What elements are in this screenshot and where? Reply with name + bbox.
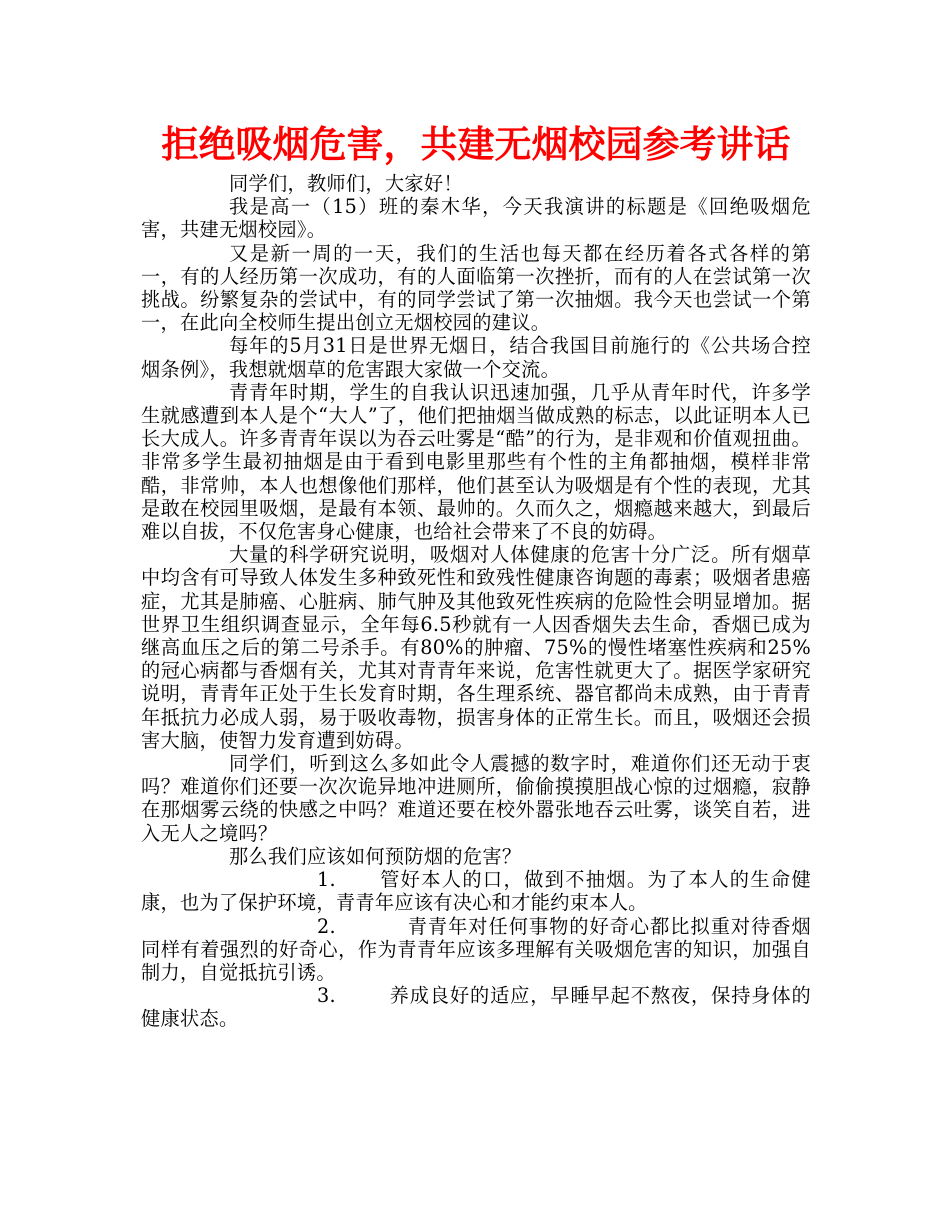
item-text: 管好本人的口，做到不抽烟。为了本人的生命健康，也为了保护环境，青青年应该有决心和才能约束本人。 bbox=[141, 868, 811, 915]
paragraph-appeal: 同学们，听到这么多如此令人震撼的数字时，难道你们还无动于衷吗？难道你们还要一次次诡异地冲进厕所，偷偷摸摸胆战心惊的过烟瘾，寂静在那烟雾云绕的快感之中吗？难道还要在校外嚣张地吞云吐雾，谈笑自若，进入无人之境吗？ bbox=[141, 752, 811, 845]
item-number: 2. bbox=[317, 914, 336, 938]
document-body bbox=[141, 172, 811, 1031]
item-number: 1. bbox=[317, 868, 336, 892]
numbered-item-3 bbox=[141, 984, 811, 1030]
document-title: 拒绝吸烟危害，共建无烟校园参考讲话 bbox=[161, 123, 791, 166]
item-text: 养成良好的适应，早睡早起不熬夜，保持身体的健康状态。 bbox=[141, 984, 811, 1031]
paragraph-greeting: 同学们，教师们，大家好！ bbox=[229, 172, 463, 195]
numbered-item-2 bbox=[141, 915, 811, 985]
document-page bbox=[141, 118, 811, 1031]
paragraph-first-attempts: 又是新一周的一天，我们的生活也每天都在经历着各式各样的第一，有的人经历第一次成功，有的人面临第一次挫折，而有的人在尝试第一次挑战。纷繁复杂的尝试中，有的同学尝试了第一次抽烟。我今天也尝试一个第一，在此向全校师生提出创立无烟校园的建议。 bbox=[141, 241, 811, 335]
paragraph-research: 大量的科学研究说明，吸烟对人体健康的危害十分广泛。所有烟草中均含有可导致人体发生多种致死性和致残性健康咨询题的毒素；吸烟者患癌症，尤其是肺癌、心脏病、肺气肿及其他致死性疾病的危险性会明显增加。据世界卫生组织调查显示，全年每6.5秒就有一人因香烟失去生命，香烟已成为继高血压之后的第二号杀手。有80%的肿瘤、75%的慢性堵塞性疾病和25%的冠心病都与香烟有关，尤其对青青年来说，危害性就更大了。据医学家研究说明，青青年正处于生长发育时期，各生理系统、器官都尚未成熟，由于青青年抵抗力必成人弱，易于吸收毒物，损害身体的正常生长。而且，吸烟还会损害大脑，使智力发育遭到妨碍。 bbox=[141, 543, 811, 752]
numbered-item-1 bbox=[141, 868, 811, 914]
paragraph-youth: 青青年时期，学生的自我认识迅速加强，几乎从青年时代，许多学生就感遭到本人是个“大人”了，他们把抽烟当做成熟的标志，以此证明本人已长大成人。许多青青年误以为吞云吐雾是“酷”的行为，是非观和价值观扭曲。非常多学生最初抽烟是由于看到电影里那些有个性的主角都抽烟，模样非常酷，非常帅，本人也想像他们那样，他们甚至认为吸烟是有个性的表现，尤其是敢在校园里吸烟，是最有本领、最帅的。久而久之，烟瘾越来越大，到最后难以自拔，不仅危害身心健康，也给社会带来了不良的妨碍。 bbox=[141, 380, 811, 544]
paragraph-world-no-tobacco-day: 每年的5月31日是世界无烟日，结合我国目前施行的《公共场合控烟条例》，我想就烟草的危害跟大家做一个交流。 bbox=[141, 334, 811, 381]
item-number: 3. bbox=[317, 984, 336, 1008]
paragraph-prevention-question: 那么我们应该如何预防烟的危害？ bbox=[229, 844, 522, 868]
item-text: 青青年对任何事物的好奇心都比拟重对待香烟同样有着强烈的好奇心，作为青青年应该多理解有关吸烟危害的知识，加强自制力，自觉抵抗引诱。 bbox=[141, 914, 811, 984]
paragraph-intro: 我是高一（15）班的秦木华，今天我演讲的标题是《回绝吸烟危害，共建无烟校园》。 bbox=[141, 195, 811, 242]
